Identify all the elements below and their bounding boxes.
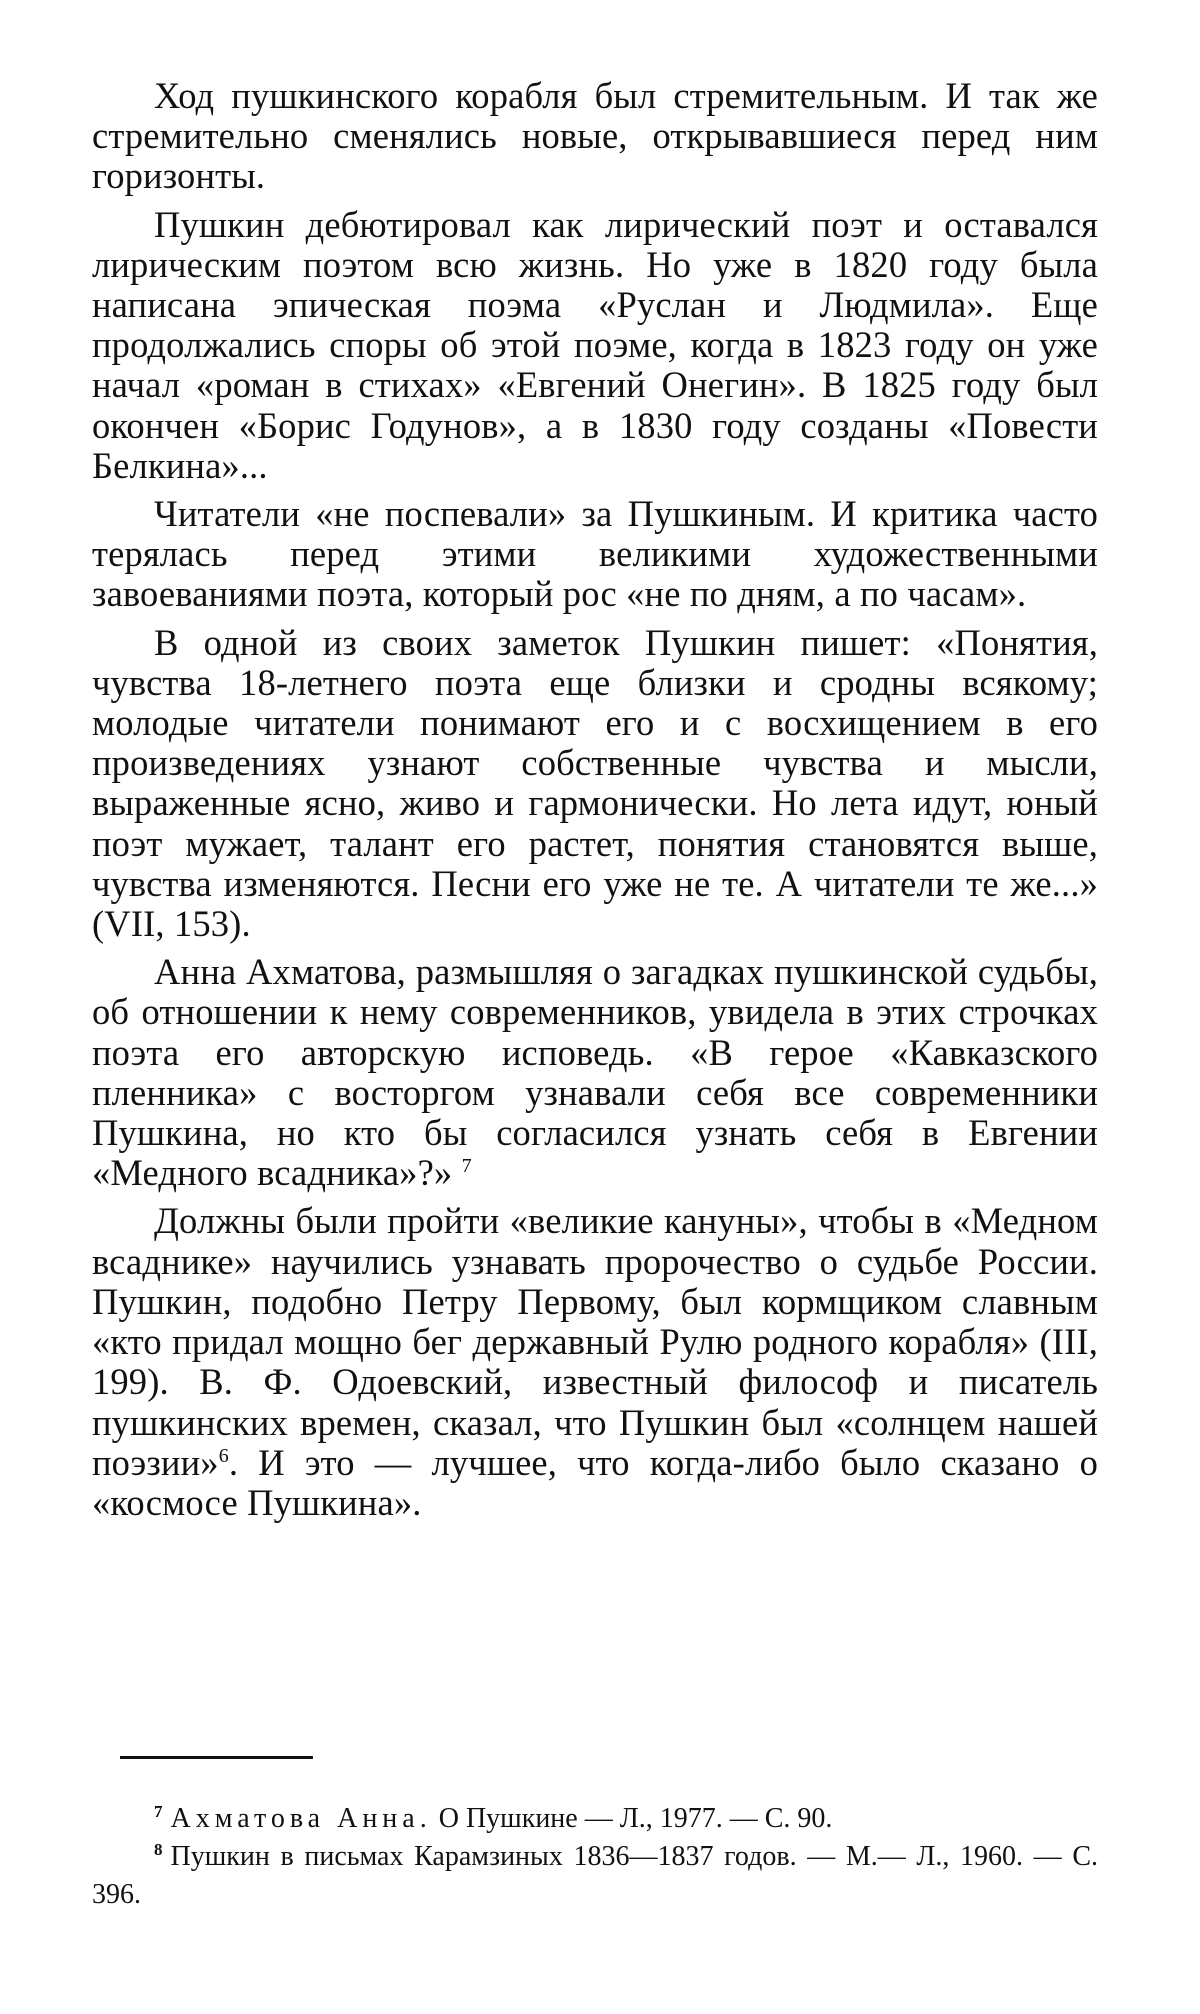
footnote-7 <box>92 1800 1098 1838</box>
paragraph-6-text-after: . И это — лучшее, что когда-либо было сказано о «космосе Пушкина». <box>92 1441 1098 1523</box>
footnote-8-text: Пушкин в письмах Карамзиных 1836—1837 годов. — М.— Л., 1960. — С. 396. <box>92 1841 1098 1910</box>
footnotes <box>92 1800 1098 1914</box>
paragraph-5 <box>92 952 1098 1193</box>
paragraph-2: Пушкин дебютировал как лирический поэт и оставался лирическим поэтом всю жизнь. Но уже в 1820 году была написана эпическая поэма «Руслан и Людмила». Еще продолжались споры об этой поэме, когда в 1823 году он уже начал «роман в стихах» «Евгений Онегин». В 1825 году был окончен «Борис Годунов», а в 1830 году созданы «Повести Белкина»... <box>92 203 1098 486</box>
paragraph-6 <box>92 1201 1098 1523</box>
footnote-ref-7: 7 <box>461 1155 472 1178</box>
footnote-7-text: О Пушкине — Л., 1977. — С. 90. <box>431 1803 833 1834</box>
paragraph-4: В одной из своих заметок Пушкин пишет: «Понятия, чувства 18-летнего поэта еще близки и сродны всякому; молодые читатели понимают его и с восхищением в его произведениях узнают собственные чувства и мысли, выраженные ясно, живо и гармонически. Но лета идут, юный поэт мужает, талант его растет, понятия становятся выше, чувства изменяются. Песни его уже не те. А читатели те же...» (VII, 153). <box>92 621 1098 945</box>
paragraph-6-text-before: Должны были пройти «великие кануны», чтобы в «Медном всаднике» научились узнавать пророчество о судьбе России. Пушкин, подобно Петру Первому, был кормщиком славным «кто придал мощно бег державный Рулю родного корабля» (III, 199). В. Ф. Одоевский, известный философ и писатель пушкинских времен, сказал, что Пушкин был «солнцем нашей поэзии» <box>92 1200 1098 1483</box>
main-text <box>92 76 1098 1531</box>
footnote-divider <box>120 1756 313 1759</box>
footnote-8-mark: 8 <box>154 1839 163 1859</box>
footnote-8 <box>92 1838 1098 1914</box>
paragraph-3: Читатели «не поспевали» за Пушкиным. И критика часто терялась перед этими великими художественными завоеваниями поэта, который рос «не по дням, а по часам». <box>92 493 1098 615</box>
footnote-ref-6: 6 <box>218 1444 229 1467</box>
footnote-7-author: Ахматова Анна. <box>170 1803 432 1834</box>
paragraph-5-text: Анна Ахматова, размышляя о загадках пушкинской судьбы, об отношении к нему современников, увидела в этих строчках поэта его авторскую исповедь. «В герое «Кавказского пленника» с восторгом узнавали себя все современники Пушкина, но кто бы согласился узнать себя в Евгении «Медного всадника»?» <box>92 951 1098 1194</box>
paragraph-1: Ход пушкинского корабля был стремительным. И так же стремительно сменялись новые, открывавшиеся перед ним горизонты. <box>92 75 1098 197</box>
footnote-7-mark: 7 <box>154 1801 163 1821</box>
